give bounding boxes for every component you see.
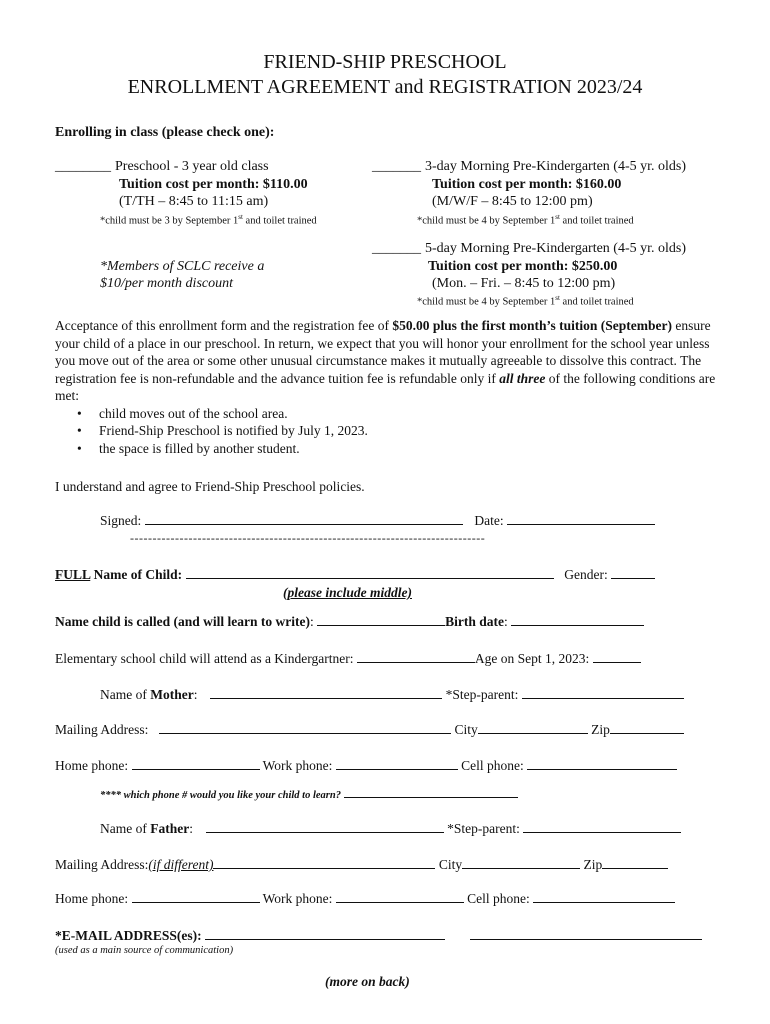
father-home-phone-field[interactable] bbox=[132, 890, 260, 903]
father-name-field[interactable] bbox=[206, 820, 444, 833]
father-work-phone-field[interactable] bbox=[336, 890, 464, 903]
signed-label: Signed: bbox=[100, 513, 142, 528]
prek5-schedule: (Mon. – Fri. – 8:45 to 12:00 pm) bbox=[432, 276, 616, 291]
mother-home-phone-field[interactable] bbox=[132, 757, 260, 770]
sclc-discount-line1: *Members of SCLC receive a bbox=[100, 259, 265, 274]
prek5-checkbox-blank[interactable]: _______ bbox=[372, 241, 421, 256]
agreement-statement: I understand and agree to Friend-Ship Preschool policies. bbox=[55, 479, 365, 494]
father-name-row: Name of Father: *Step-parent: bbox=[100, 820, 681, 837]
father-phone-row: Home phone: Work phone: Cell phone: bbox=[55, 890, 675, 907]
mother-address-field[interactable] bbox=[159, 721, 451, 734]
divider: ------------------------------------------------------------------------------- bbox=[130, 531, 486, 545]
mother-phone-row: Home phone: Work phone: Cell phone: bbox=[55, 757, 677, 774]
enrolling-heading: Enrolling in class (please check one): bbox=[55, 125, 275, 140]
signature-row bbox=[100, 512, 655, 529]
mother-city-field[interactable] bbox=[478, 721, 588, 734]
list-item: • the space is filled by another student. bbox=[99, 440, 725, 458]
mother-work-phone-field[interactable] bbox=[336, 757, 458, 770]
prek3-note: *child must be 4 by September 1st and toilet trained bbox=[417, 213, 634, 227]
preschool-tuition: Tuition cost per month: $110.00 bbox=[119, 177, 308, 192]
preschool-class-name: Preschool - 3 year old class bbox=[115, 159, 269, 174]
page-title-line1: FRIEND-SHIP PRESCHOOL bbox=[263, 51, 507, 73]
mother-zip-field[interactable] bbox=[610, 721, 684, 734]
prek3-class-name: 3-day Morning Pre-Kindergarten (4-5 yr. olds) bbox=[425, 159, 687, 174]
middle-name-note: (please include middle) bbox=[283, 585, 412, 600]
page-title-line2: ENROLLMENT AGREEMENT and REGISTRATION 2023/24 bbox=[127, 76, 643, 98]
signature-field[interactable] bbox=[145, 512, 463, 525]
father-city-field[interactable] bbox=[462, 856, 580, 869]
prek5-tuition: Tuition cost per month: $250.00 bbox=[428, 259, 618, 274]
preschool-option bbox=[55, 158, 269, 175]
preschool-checkbox-blank[interactable]: ________ bbox=[55, 159, 111, 174]
mother-address-row: Mailing Address: City Zip bbox=[55, 721, 684, 738]
child-name-row: FULL Name of Child: Gender: bbox=[55, 566, 655, 583]
prek3-schedule: (M/W/F – 8:45 to 12:00 pm) bbox=[432, 194, 593, 209]
birth-date-field[interactable] bbox=[511, 613, 644, 626]
list-item: • Friend-Ship Preschool is notified by July 1, 2023. bbox=[99, 422, 725, 440]
mother-name-row: Name of Mother: *Step-parent: bbox=[100, 686, 684, 703]
prek3-checkbox-blank[interactable]: _______ bbox=[372, 159, 421, 174]
called-name-row: Name child is called (and will learn to write): Birth date: bbox=[55, 613, 644, 630]
called-name-field[interactable] bbox=[317, 613, 445, 626]
father-address-field[interactable] bbox=[213, 856, 435, 869]
email-field-2[interactable] bbox=[470, 927, 702, 940]
email-row: *E-MAIL ADDRESS(es): bbox=[55, 927, 702, 944]
date-field[interactable] bbox=[507, 512, 655, 525]
preschool-note: *child must be 3 by September 1st and toilet trained bbox=[100, 213, 317, 227]
elementary-row: Elementary school child will attend as a Kindergartner: Age on Sept 1, 2023: bbox=[55, 650, 641, 667]
preschool-schedule: (T/TH – 8:45 to 11:15 am) bbox=[119, 194, 269, 209]
mother-name-field[interactable] bbox=[210, 686, 442, 699]
father-zip-field[interactable] bbox=[602, 856, 668, 869]
email-note: (used as a main source of communication) bbox=[55, 945, 234, 956]
prek3-tuition: Tuition cost per month: $160.00 bbox=[432, 177, 622, 192]
sclc-discount-line2: $10/per month discount bbox=[100, 276, 233, 291]
prek5-class-name: 5-day Morning Pre-Kindergarten (4-5 yr. olds) bbox=[425, 241, 687, 256]
acceptance-paragraph: Acceptance of this enrollment form and the registration fee of $50.00 plus the first month’s tuition (September) ensure your child of a place in our preschool. In return, we expect that you will honor your enrollment for the school year unless you move out of the area or some other unusual circumstance makes it mutually agreeable to dissolve this contract. The registration fee is non-refundable and the advance tuition fee is refundable only if all three of the following conditions are met: • child moves out of the school area. • Friend-Ship Preschool is notified by July 1, 2023. • the space is filled by another student. bbox=[55, 317, 725, 457]
date-label: Date: bbox=[474, 513, 504, 528]
email-field-1[interactable] bbox=[205, 927, 445, 940]
list-item: • child moves out of the school area. bbox=[99, 405, 725, 423]
father-cell-phone-field[interactable] bbox=[533, 890, 675, 903]
gender-field[interactable] bbox=[611, 566, 655, 579]
elementary-school-field[interactable] bbox=[357, 650, 475, 663]
child-full-name-field[interactable] bbox=[186, 566, 554, 579]
mother-step-parent-field[interactable] bbox=[522, 686, 684, 699]
gender-label: Gender: bbox=[564, 567, 608, 582]
more-on-back: (more on back) bbox=[325, 974, 410, 989]
father-step-parent-field[interactable] bbox=[523, 820, 681, 833]
mother-cell-phone-field[interactable] bbox=[527, 757, 677, 770]
prek5-note: *child must be 4 by September 1st and toilet trained bbox=[417, 294, 634, 308]
prek3-option bbox=[372, 158, 686, 175]
age-field[interactable] bbox=[593, 650, 641, 663]
conditions-list bbox=[55, 405, 725, 458]
learn-phone-row: **** which phone # would you like your child to learn? bbox=[100, 788, 518, 802]
prek5-option bbox=[372, 240, 686, 257]
learn-phone-field[interactable] bbox=[344, 788, 518, 798]
father-address-row: Mailing Address:(if different) City Zip bbox=[55, 856, 668, 873]
